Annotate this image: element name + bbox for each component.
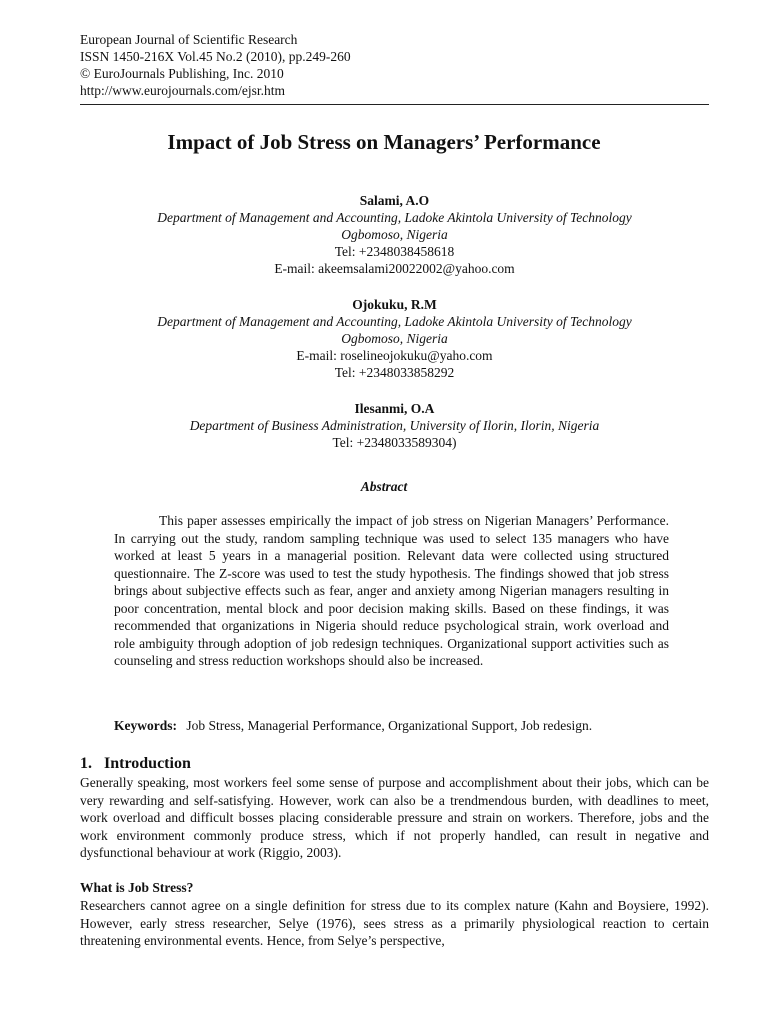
section-heading-introduction — [80, 755, 191, 773]
keywords-label: Keywords: — [114, 718, 177, 733]
author-affiliation-location: Ogbomoso, Nigeria — [341, 331, 448, 346]
author-affiliation-location: Ogbomoso, Nigeria — [341, 227, 448, 242]
abstract-text: This paper assesses empirically the impact of job stress on Nigerian Managers’ Performance. In carrying out the study, random sampling technique was used to select 135 managers who have worked at least 5 years in a managerial position. Relevant data were collected using structured questionnaire. The Z-score was used to test the study hypothesis. The findings showed that job stress brings about subjective effects such as fear, anger and anxiety among Nigerian managers resulting in poor concentration, mental block and poor decision making skills. Based on these findings, it was recommended that organizations in Nigeria should reduce psychological strain, work overload and role ambiguity through adoption of job redesign techniques. Organizational support activities such as counseling and stress reduction workshops should also be increased. — [114, 513, 669, 668]
author-name: Ilesanmi, O.A — [354, 401, 435, 416]
journal-name: European Journal of Scientific Research — [80, 32, 298, 47]
author-contact: Tel: +2348033589304) — [332, 435, 457, 450]
author-name: Salami, A.O — [359, 193, 430, 208]
author-affiliation: Department of Management and Accounting, Ladoke Akintola University of Technology — [157, 210, 632, 225]
job-stress-paragraph: Researchers cannot agree on a single definition for stress due to its complex nature (Kahn and Boysiere, 1992). However, early stress researcher, Selye (1976), sees stress as a primarily physiological reaction to certain threatening environmental events. Hence, from Selye’s perspective, — [80, 898, 709, 948]
author-contact: Tel: +2348033858292 — [334, 365, 455, 380]
abstract-heading: Abstract — [360, 479, 408, 494]
author-contact: E-mail: roselineojokuku@yaho.com — [296, 348, 493, 363]
intro-paragraph: Generally speaking, most workers feel some sense of purpose and accomplishment about their jobs, which can be very rewarding and self-satisfying. However, work can also be a trendmendous burden, with deadlines to meet, work overload and difficult bosses placing considerable pressure and strain on workers. Therefore, jobs and the work environment commonly produce stress, which if not properly handled, can result in negative and dysfunctional behaviour at work (Riggio, 2003). — [80, 775, 709, 860]
author-affiliation: Department of Management and Accounting, Ladoke Akintola University of Technology — [157, 314, 632, 329]
author-name: Ojokuku, R.M — [352, 297, 437, 312]
author-affiliation: Department of Business Administration, University of Ilorin, Ilorin, Nigeria — [189, 418, 600, 433]
author-block-1 — [80, 192, 709, 277]
keywords-line — [114, 718, 592, 734]
journal-url[interactable]: http://www.eurojournals.com/ejsr.htm — [80, 83, 285, 98]
subheading-job-stress: What is Job Stress? — [80, 880, 194, 895]
journal-header — [80, 31, 351, 99]
section-number: 1. — [80, 755, 92, 772]
journal-issn: ISSN 1450-216X Vol.45 No.2 (2010), pp.249-260 — [80, 49, 351, 64]
section-title: Introduction — [104, 755, 191, 772]
author-contact: Tel: +2348038458618 — [334, 244, 455, 259]
keywords-text: Job Stress, Managerial Performance, Organizational Support, Job redesign. — [186, 718, 593, 733]
author-block-3 — [80, 400, 709, 451]
header-divider — [80, 104, 709, 105]
author-block-2 — [80, 296, 709, 381]
paper-title: Impact of Job Stress on Managers’ Performance — [167, 130, 601, 154]
journal-publisher: © EuroJournals Publishing, Inc. 2010 — [80, 66, 284, 81]
author-contact: E-mail: akeemsalami20022002@yahoo.com — [274, 261, 515, 276]
